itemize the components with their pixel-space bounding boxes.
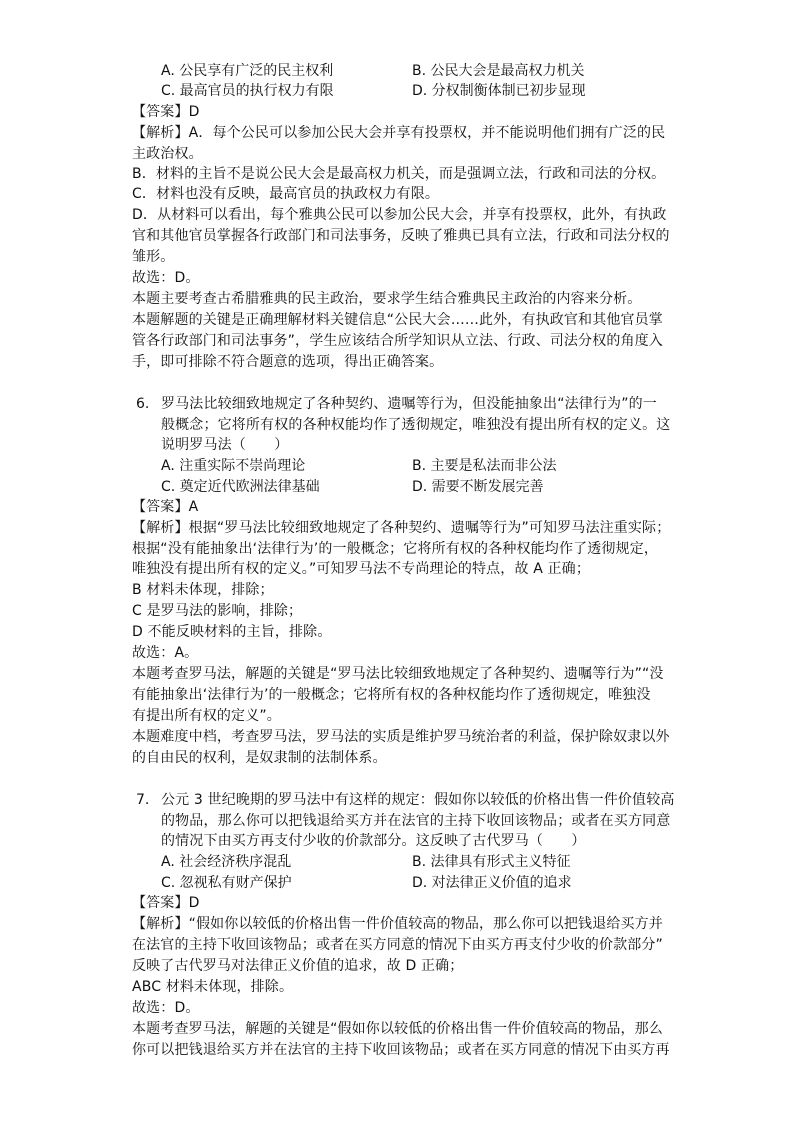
q7-option-d: D. 对法律正义价值的追求	[412, 875, 572, 891]
q5-analysis-line: D．从材料可以看出，每个雅典公民可以参加公民大会，并享有投票权，此外，有执政	[132, 207, 667, 223]
q5-option-c: C. 最高官员的执行权力有限	[161, 83, 334, 99]
q6-number: 6.	[136, 396, 150, 412]
q6-analysis-line: 有能抽象出‘法律行为’的一般概念；它将所有权的各种权能均作了透彻规定，唯独没	[132, 687, 651, 703]
q5-analysis-line: C．材料也没有反映，最高官员的执政权力有限。	[132, 186, 440, 202]
q5-option-a: A. 公民享有广泛的民主权利	[161, 63, 334, 79]
q7-analysis-line: 【解析】“假如你以较低的价格出售一件价值较高的物品，那么你可以把钱退给买方并	[132, 916, 663, 932]
q5-analysis-line: 管各行政部门和司法事务”，学生应该结合所学知识从立法、行政、司法分权的角度入	[132, 333, 663, 349]
q6-analysis-line: 有提出所有权的定义”。	[132, 708, 281, 724]
q7-analysis-line: 本题考查罗马法，解题的关键是“假如你以较低的价格出售一件价值较高的物品，那么	[132, 1021, 663, 1037]
q7-analysis-line: 反映了古代罗马对法律正义价值的追求，故 D 正确；	[132, 958, 464, 974]
q5-analysis-line: B．材料的主旨不是说公民大会是最高权力机关，而是强调立法，行政和司法的分权。	[132, 166, 666, 182]
q6-analysis-line: 本题难度中档，考查罗马法，罗马法的实质是维护罗马统治者的利益，保护除奴隶以外	[132, 729, 670, 745]
q6-option-b: B. 主要是私法而非公法	[412, 458, 557, 474]
q5-analysis-line: 故选：D。	[132, 270, 200, 286]
q7-analysis-line: 在法官的主持下收回该物品；或者在买方同意的情况下由买方再支付少收的价款部分”	[132, 937, 663, 953]
q7-analysis-line: 故选：D。	[132, 1000, 200, 1016]
q5-analysis-line: 主政治权。	[132, 146, 203, 162]
q6-option-c: C. 奠定近代欧洲法律基础	[161, 479, 320, 495]
q5-analysis-line: 本题主要考查古希腊雅典的民主政治，要求学生结合雅典民主政治的内容来分析。	[132, 291, 642, 307]
q6-stem-line: 罗马法比较细致地规定了各种契约、遗嘱等行为，但没能抽象出“法律行为”的一	[161, 396, 657, 412]
q7-answer: 【答案】D	[132, 895, 200, 911]
q6-analysis-line: 故选：A。	[132, 645, 199, 661]
q5-answer: 【答案】D	[132, 104, 200, 120]
q6-analysis-line: 根据“没有能抽象出‘法律行为’的一般概念；它将所有权的各种权能均作了透彻规定，	[132, 541, 659, 557]
q6-answer: 【答案】A	[132, 499, 199, 515]
q6-analysis-line: 本题考查罗马法，解题的关键是“罗马法比较细致地规定了各种契约、遗嘱等行为”“没	[132, 666, 664, 682]
q6-analysis-line: C 是罗马法的影响，排除；	[132, 603, 303, 619]
q5-option-b: B. 公民大会是最高权力机关	[412, 63, 585, 79]
q6-stem-line: 说明罗马法（ ）	[161, 437, 289, 453]
q7-stem-line: 的物品，那么你可以把钱退给买方并在法官的主持下收回该物品；或者在买方同意	[161, 813, 671, 829]
q6-option-a: A. 注重实际不崇尚理论	[161, 458, 306, 474]
q5-analysis-line: 官和其他官员掌握各行政部门和司法事务，反映了雅典已具有立法，行政和司法分权的	[132, 228, 670, 244]
q7-option-b: B. 法律具有形式主义特征	[412, 854, 571, 870]
q5-option-d: D. 分权制衡体制已初步显现	[412, 83, 586, 99]
q5-analysis-line: 手，即可排除不符合题意的选项，得出正确答案。	[132, 354, 444, 370]
q7-analysis-line: ABC 材料未体现，排除。	[132, 979, 294, 995]
q6-analysis-line: 的自由民的权利，是奴隶制的法制体系。	[132, 750, 387, 766]
q6-analysis-line: 唯独没有提出所有权的定义。”可知罗马法不专尚理论的特点，故 A 正确；	[132, 561, 590, 577]
q6-analysis-line: B 材料未体现，排除；	[132, 582, 274, 598]
q7-analysis-line: 你可以把钱退给买方并在法官的主持下收回该物品；或者在买方同意的情况下由买方再	[132, 1042, 670, 1058]
q7-stem-line: 的情况下由买方再支付少收的价款部分。这反映了古代罗马（ ）	[161, 833, 586, 849]
q5-analysis-line: 【解析】A．每个公民可以参加公民大会并享有投票权，并不能说明他们拥有广泛的民	[132, 125, 666, 141]
q5-analysis-line: 雏形。	[132, 249, 175, 265]
q5-analysis-line: 本题解题的关键是正确理解材料关键信息“公民大会……此外，有执政官和其他官员掌	[132, 312, 663, 328]
q7-stem-line: 公元 3 世纪晚期的罗马法中有这样的规定：假如你以较低的价格出售一件价值较高	[161, 792, 675, 808]
q6-analysis-line: 【解析】根据“罗马法比较细致地规定了各种契约、遗嘱等行为”可知罗马法注重实际；	[132, 520, 671, 536]
q6-stem-line: 般概念；它将所有权的各种权能均作了透彻规定，唯独没有提出所有权的定义。这	[161, 417, 671, 433]
q7-option-c: C. 忽视私有财产保护	[161, 875, 292, 891]
q6-analysis-line: D 不能反映材料的主旨，排除。	[132, 624, 332, 640]
q7-number: 7.	[136, 792, 150, 808]
q6-option-d: D. 需要不断发展完善	[412, 479, 544, 495]
q7-option-a: A. 社会经济秩序混乱	[161, 854, 292, 870]
